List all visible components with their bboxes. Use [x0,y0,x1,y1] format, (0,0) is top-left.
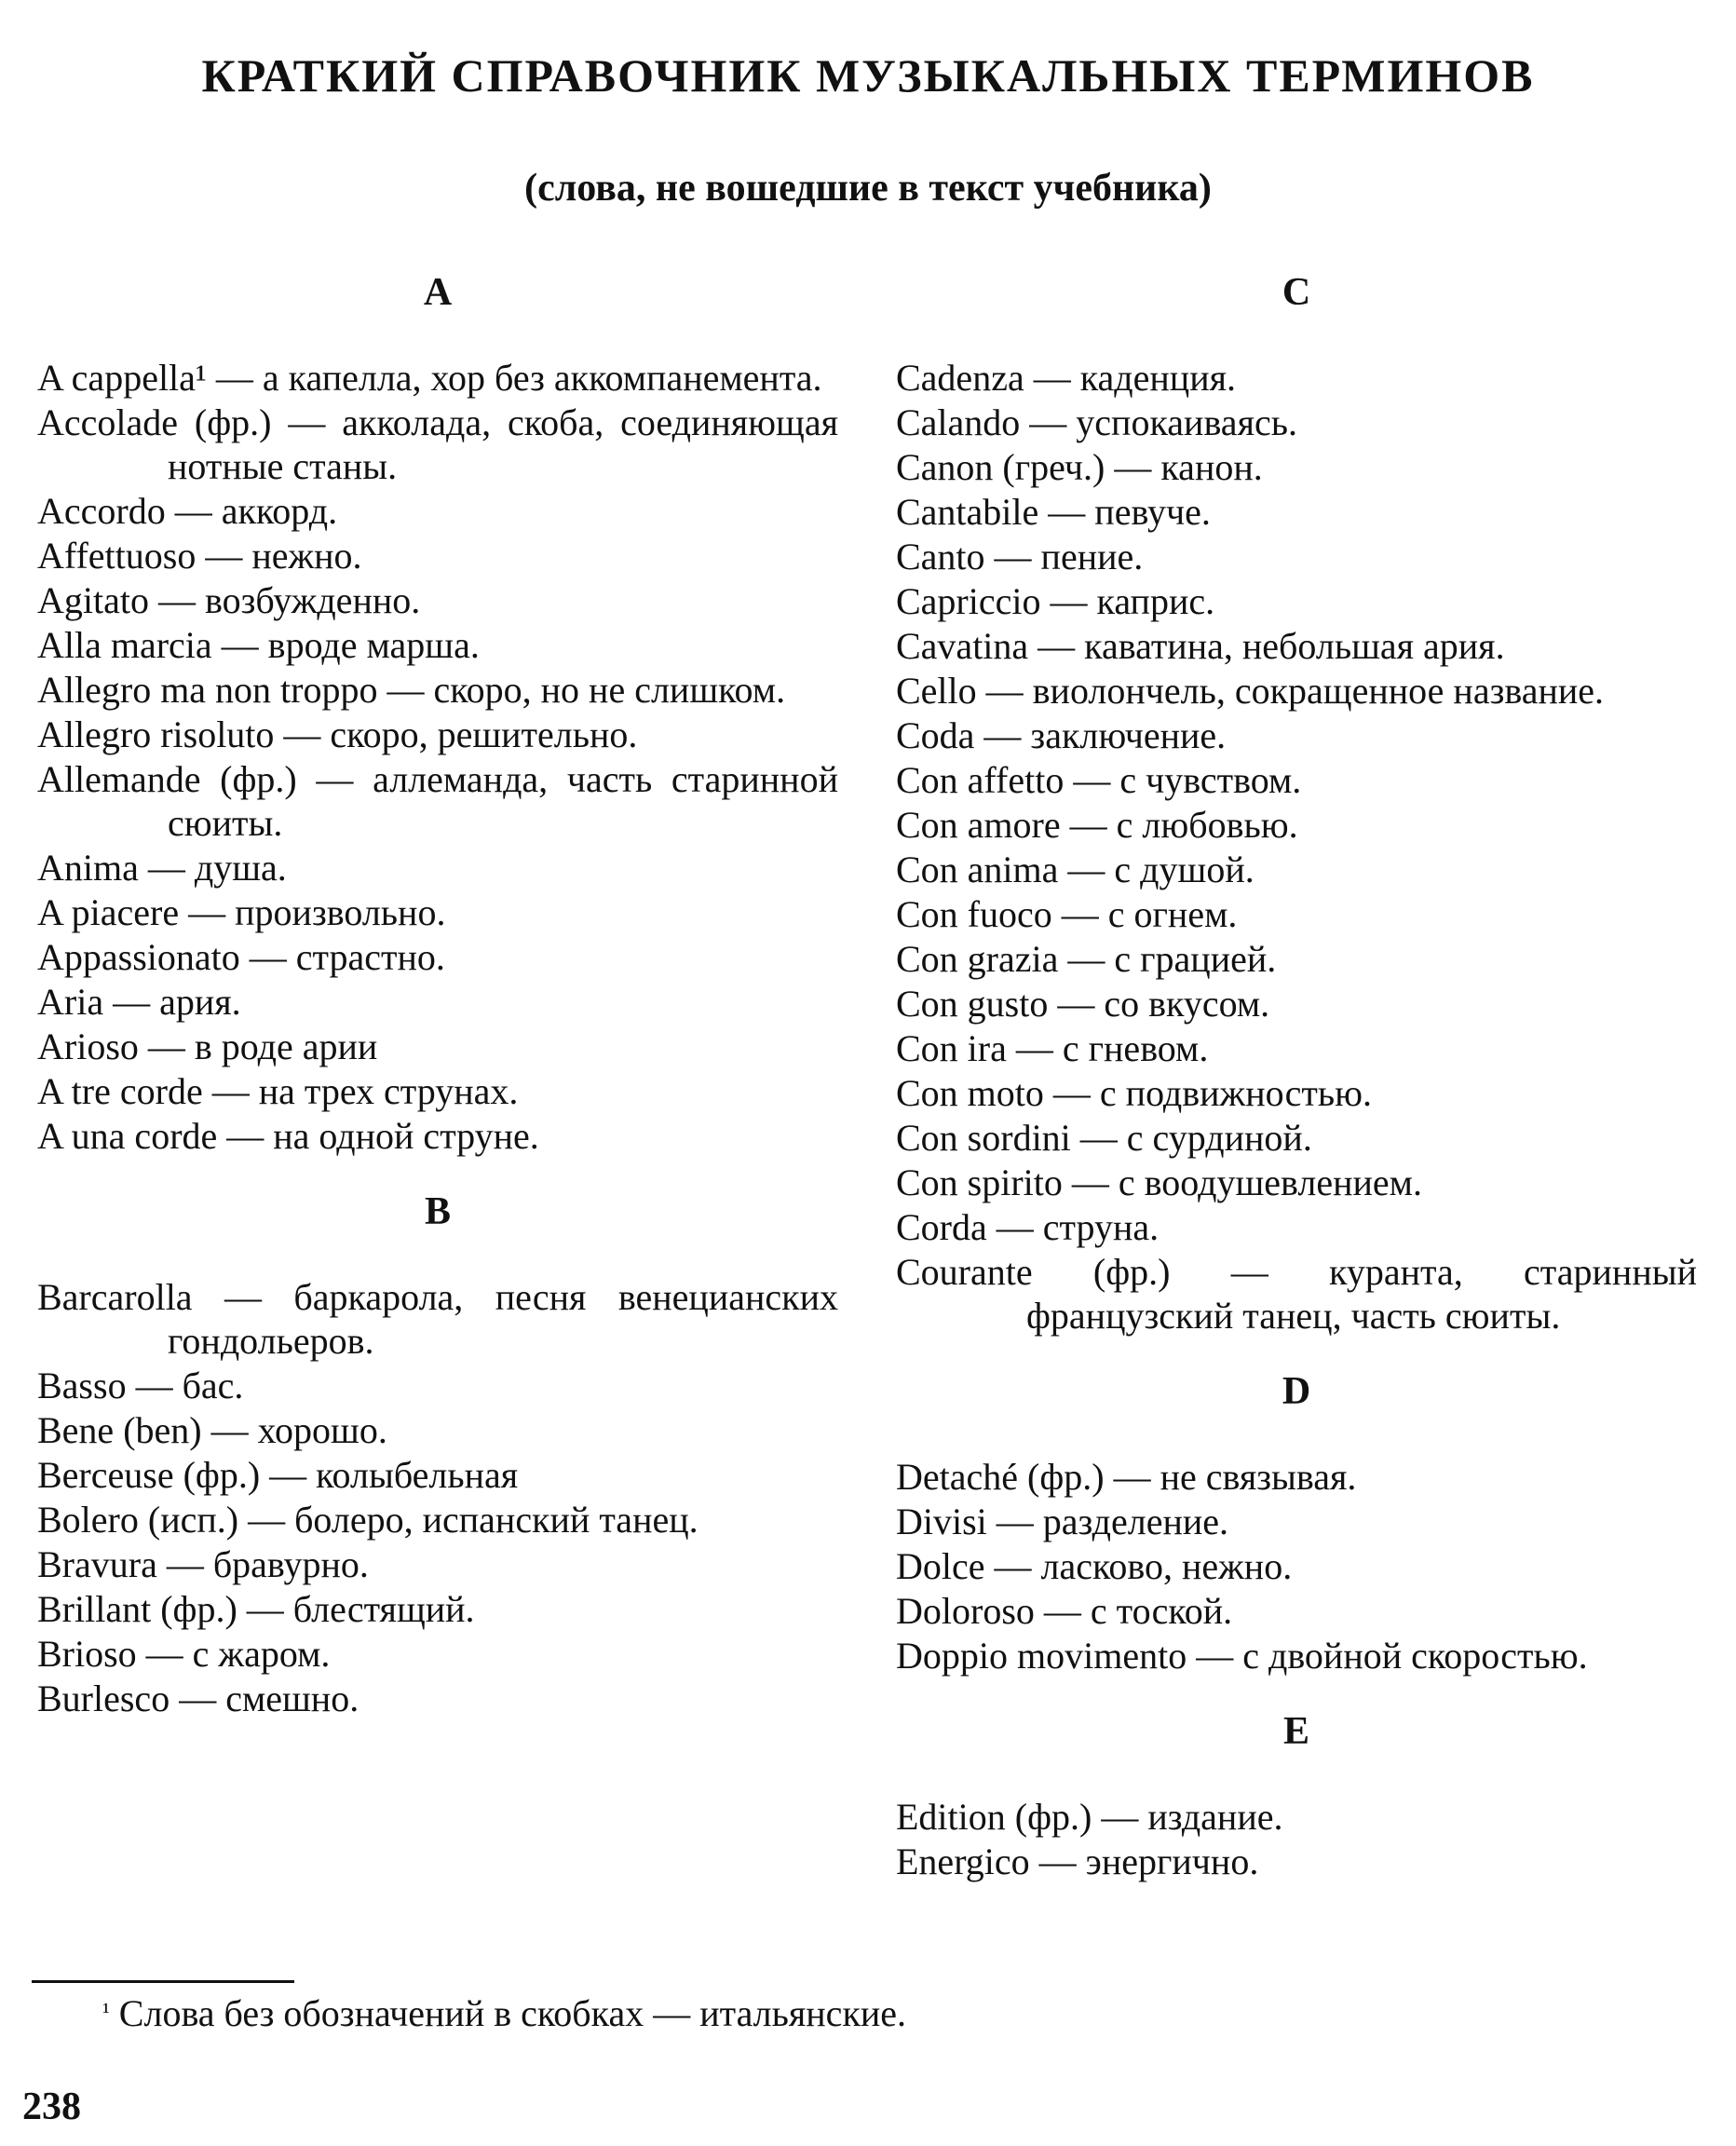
glossary-entry: Agitato — возбужденно. [37,579,421,621]
glossary-entry: Allegro ma non troppo — скоро, но не слишком. [37,669,786,711]
glossary-entry: Barcarolla — баркарола, песня венецианских гондольеров. [37,1276,838,1362]
left-column [37,270,838,1721]
glossary-entry: Cadenza — каденция. [896,357,1236,399]
glossary-entry: Divisi — разделение. [896,1501,1229,1542]
glossary-entry: Cavatina — каватина, небольшая ария. [896,625,1505,667]
section-letter-b: B [424,1190,451,1233]
glossary-entry: Allemande (фр.) — аллеманда, часть старинной сюиты. [37,758,838,844]
glossary-entry: Con grazia — с грацией. [896,938,1277,980]
glossary-entry: Allegro risoluto — скоро, решительно. [37,713,638,755]
glossary-entry: Calando — успокаиваясь. [896,401,1297,443]
glossary-entry: A tre corde — на трех струнах. [37,1070,519,1112]
glossary-entry: Appassionato — страстно. [37,936,445,978]
section-letter-e: E [1282,1710,1309,1753]
glossary-entry: Bene (ben) — хорошо. [37,1409,387,1451]
glossary-entry: Brioso — с жаром. [37,1633,331,1675]
glossary-entry: Arioso — в роде арии [37,1025,378,1067]
glossary-entry: Con fuoco — с огнем. [896,893,1238,935]
glossary-entry: Berceuse (фр.) — колыбельная [37,1454,519,1496]
glossary-entry: Cantabile — певуче. [896,491,1211,533]
glossary-entry: Basso — бас. [37,1365,244,1406]
glossary-entry: Capriccio — каприс. [896,580,1215,622]
glossary-entry: Con anima — с душой. [896,849,1255,890]
glossary-entry: Con ira — с гневом. [896,1027,1209,1069]
glossary-entry: Brillant (фр.) — блестящий. [37,1588,475,1630]
glossary-entry: A una corde — на одной струне. [37,1115,539,1157]
right-column [896,270,1697,1884]
glossary-entry: Bravura — бравурно. [37,1543,369,1585]
glossary-entry: Dolce — ласково, нежно. [896,1545,1293,1587]
page-title: КРАТКИЙ СПРАВОЧНИК МУЗЫКАЛЬНЫХ ТЕРМИНОВ [201,49,1535,102]
glossary-entry: Corda — струна. [896,1206,1160,1248]
glossary-entry: Affettuoso — нежно. [37,535,362,577]
glossary-entry: Canto — пение. [896,536,1144,577]
glossary-entry: Cello — виолончель, сокращенное название. [896,670,1605,712]
glossary-entry: Doppio movimento — с двойной скоростью. [896,1635,1588,1677]
glossary-entry: A cappella¹ — а капелла, хор без аккомпанемента. [37,357,822,399]
glossary-entry: Con moto — с подвижностью. [896,1072,1372,1114]
glossary-entry: Con gusto — со вкусом. [896,983,1270,1025]
glossary-entry: Accolade (фр.) — акколада, скоба, соединяющая нотные станы. [37,401,838,487]
section-letter-d: D [1282,1370,1311,1413]
glossary-entry: Courante (фр.) — куранта, старинный французский танец, часть сюиты. [896,1251,1697,1337]
glossary-entry: Accordo — аккорд. [37,490,338,532]
glossary-entry: Canon (греч.) — канон. [896,446,1263,488]
footnote [102,1991,906,2036]
glossary-entry: Con spirito — с воодушевлением. [896,1161,1422,1203]
glossary-entry: Anima — душа. [37,847,287,889]
glossary-entry: Doloroso — с тоской. [896,1590,1233,1632]
glossary-entry: Edition (фр.) — издание. [896,1796,1283,1838]
glossary-entry: Burlesco — смешно. [37,1677,359,1719]
glossary-entry: A piacere — произвольно. [37,891,446,933]
section-letter-a: A [423,271,453,314]
glossary-entry: Con amore — с любовью. [896,804,1298,846]
footnote-mark: ¹ [102,1998,110,2025]
glossary-entry: Energico — энергично. [896,1840,1259,1882]
glossary-entry: Con affetto — с чувством. [896,759,1302,801]
glossary-entry: Aria — ария. [37,981,241,1023]
page-number: 238 [22,2085,81,2128]
glossary-entry: Coda — заключение. [896,714,1227,756]
glossary-entry: Detaché (фр.) — не связывая. [896,1456,1357,1498]
glossary-entry: Con sordini — с сурдиной. [896,1117,1312,1159]
page-subtitle: (слова, не вошедшие в текст учебника) [524,167,1212,210]
glossary-entry: Bolero (исп.) — болеро, испанский танец. [37,1499,698,1541]
glossary-entry: Alla marcia — вроде марша. [37,624,480,666]
section-letter-c: C [1282,271,1311,314]
footnote-divider [32,1980,294,1983]
footnote-text: Слова без обозначений в скобках — итальянские. [118,1992,907,2034]
